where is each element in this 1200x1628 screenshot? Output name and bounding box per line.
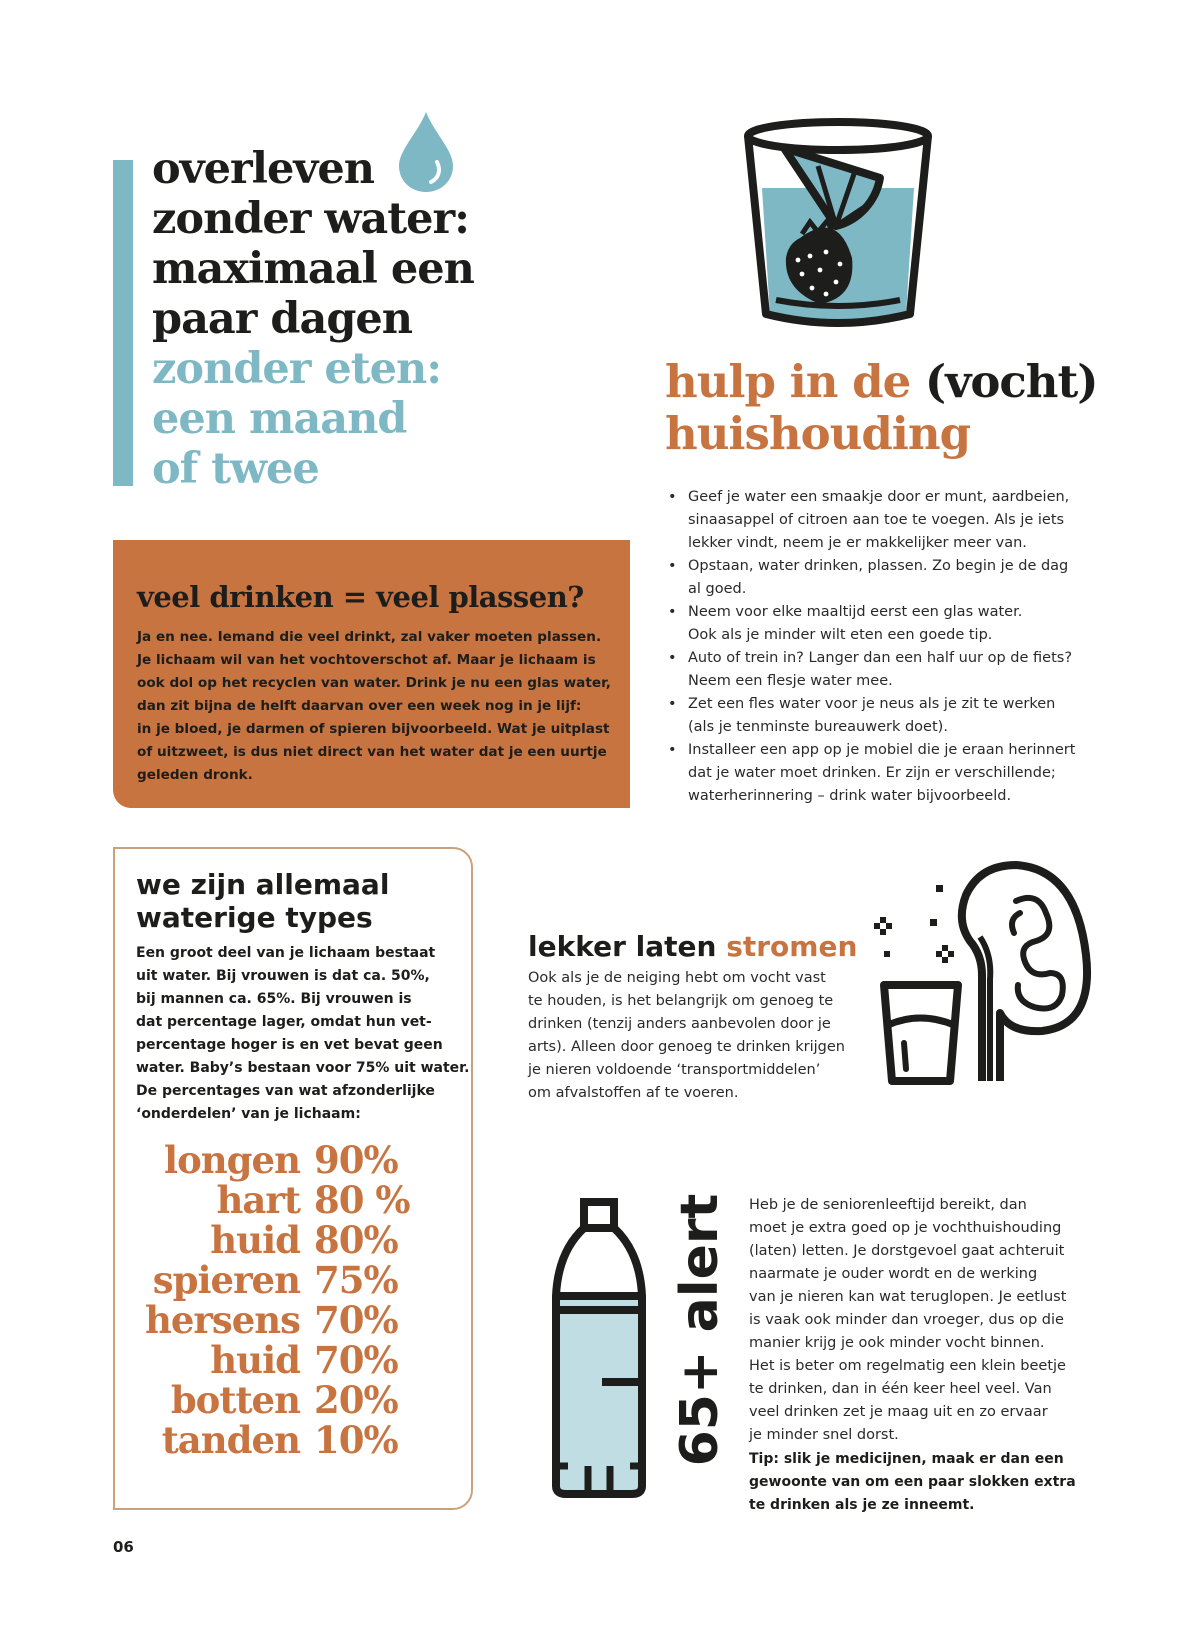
quote-line: paar dagen	[152, 294, 413, 344]
types-line: ‘onderdelen’ van je lichaam:	[136, 1106, 361, 1122]
organ-percentage: 80 %	[314, 1178, 410, 1222]
organ-percentage: 70%	[314, 1298, 398, 1342]
alert-line: (laten) letten. Je dorstgevoel gaat achteruit	[749, 1243, 1065, 1259]
organ-percentage: 70%	[314, 1338, 398, 1382]
plassen-title: veel drinken = veel plassen?	[137, 580, 584, 614]
alert-line: je minder snel dorst.	[749, 1427, 899, 1443]
organ-name: huid	[210, 1218, 300, 1262]
types-line: De percentages van wat afzonderlijke	[136, 1083, 435, 1099]
tip-line: waterherinnering – drink water bijvoorbeeld.	[688, 788, 1012, 804]
plassen-line: of uitzweet, is dus niet direct van het water dat je een uurtje	[137, 744, 607, 760]
percentage-row	[140, 1260, 410, 1300]
stromen-title-part1: lekker laten	[528, 930, 727, 963]
types-line: bij mannen ca. 65%. Bij vrouwen is	[136, 991, 412, 1007]
types-line: percentage hoger is en vet bevat geen	[136, 1037, 443, 1053]
plassen-body	[137, 626, 611, 787]
organ-name: spieren	[152, 1258, 300, 1302]
tip-line: (als je tenminste bureauwerk doet).	[688, 719, 948, 735]
plassen-line: in je bloed, je darmen of spieren bijvoorbeeld. Wat je uitplast	[137, 721, 610, 737]
alert-line: moet je extra goed op je vochthuishouding	[749, 1220, 1062, 1236]
tip-line: • Neem voor elke maaltijd eerst een glas water.	[688, 604, 1023, 620]
tip-line: dat je water moet drinken. Er zijn er verschillende;	[688, 765, 1056, 781]
tips-list	[666, 486, 1086, 808]
percentage-row	[140, 1180, 410, 1220]
alert-line: naarmate je ouder wordt en de werking	[749, 1266, 1038, 1282]
tip-line: Ook als je minder wilt eten een goede tip.	[688, 627, 993, 643]
types-body	[136, 942, 470, 1126]
alert-line: Heb je de seniorenleeftijd bereikt, dan	[749, 1197, 1027, 1213]
alert-line: manier krijg je ook minder vocht binnen.	[749, 1335, 1045, 1351]
organ-name: longen	[164, 1138, 300, 1182]
plassen-line: Je lichaam wil van het vochtoverschot af. Maar je lichaam is	[137, 652, 596, 668]
quote-line: of twee	[152, 444, 319, 494]
list-item	[666, 647, 1086, 693]
types-title	[136, 868, 389, 934]
types-line: water. Baby’s bestaan voor 75% uit water.	[136, 1060, 470, 1076]
stromen-title	[528, 930, 857, 963]
percentage-row	[140, 1220, 410, 1260]
alert-line: te drinken, dan in één keer heel veel. Van	[749, 1381, 1052, 1397]
plassen-line: Ja en nee. Iemand die veel drinkt, zal vaker moeten plassen.	[137, 629, 602, 645]
organ-percentage: 90%	[314, 1138, 398, 1182]
percentage-row	[140, 1420, 410, 1460]
water-bottle-icon	[548, 1196, 650, 1501]
tip-line: • Installeer een app op je mobiel die je eraan herinnert	[688, 742, 1076, 758]
stromen-line: je nieren voldoende ‘transportmiddelen’	[528, 1062, 821, 1078]
tip-line: Neem een flesje water mee.	[688, 673, 893, 689]
water-drop-icon	[395, 110, 457, 194]
organ-name: hart	[216, 1178, 300, 1222]
tip-line: te drinken als je ze inneemt.	[749, 1497, 975, 1513]
alert-label: 65+ alert	[670, 1193, 730, 1467]
quote-line: een maand	[152, 394, 407, 444]
alert-line: van je nieren kan wat teruglopen. Je eetlust	[749, 1289, 1067, 1305]
organ-name: tanden	[161, 1418, 300, 1462]
percentage-row	[140, 1380, 410, 1420]
tip-line: lekker vindt, neem je er makkelijker meer van.	[688, 535, 1027, 551]
hulp-title-line2: huishouding	[665, 407, 971, 460]
organ-name: huid	[210, 1338, 300, 1382]
alert-line: veel drinken zet je maag uit en zo ervaar	[749, 1404, 1048, 1420]
tip-line: gewoonte van om een paar slokken extra	[749, 1474, 1076, 1490]
list-item	[666, 693, 1086, 739]
organ-percentage: 10%	[314, 1418, 398, 1462]
plassen-line: dan zit bijna de helft daarvan over een week nog in je lijf:	[137, 698, 582, 714]
stromen-line: arts). Alleen door genoeg te drinken krijgen	[528, 1039, 845, 1055]
types-line: uit water. Bij vrouwen is dat ca. 50%,	[136, 968, 430, 984]
alert-line: is vaak ook minder dan vroeger, dus op die	[749, 1312, 1064, 1328]
tip-line: • Geef je water een smaakje door er munt, aardbeien,	[688, 489, 1070, 505]
stromen-line: Ook als je de neiging hebt om vocht vast	[528, 970, 826, 986]
list-item	[666, 601, 1086, 647]
stromen-line: te houden, is het belangrijk om genoeg te	[528, 993, 834, 1009]
plassen-line: geleden dronk.	[137, 767, 253, 783]
types-line: dat percentage lager, omdat hun vet-	[136, 1014, 432, 1030]
page-number: 06	[113, 1538, 134, 1556]
tip-line: • Auto of trein in? Langer dan een half uur op de fiets?	[688, 650, 1073, 666]
types-title-line: waterige types	[136, 901, 373, 934]
stromen-body	[528, 967, 858, 1105]
tip-line: • Opstaan, water drinken, plassen. Zo begin je de dag	[688, 558, 1069, 574]
organ-percentage: 80%	[314, 1218, 398, 1262]
alert-body	[749, 1194, 1079, 1447]
tip-line: sinaasappel of citroen aan toe te voegen. Als je iets	[688, 512, 1065, 528]
hulp-title-part1: hulp in de	[665, 355, 925, 408]
stromen-line: om afvalstoffen af te voeren.	[528, 1085, 739, 1101]
quote-accent-bar	[113, 160, 133, 486]
tip-line: • Zet een fles water voor je neus als je zit te werken	[688, 696, 1056, 712]
list-item	[666, 739, 1086, 808]
alert-tip	[749, 1448, 1079, 1517]
quote-line: zonder water:	[152, 194, 470, 244]
glass-with-fruit-icon	[740, 118, 936, 338]
organ-percentage: 75%	[314, 1258, 398, 1302]
percentage-row	[140, 1140, 410, 1180]
stromen-title-part2: stromen	[726, 930, 858, 963]
quote-line: overleven	[152, 144, 374, 194]
kidney-glass-icon	[870, 855, 1110, 1095]
percentages-table	[140, 1140, 410, 1460]
hulp-title	[665, 356, 1098, 460]
plassen-line: ook dol op het recyclen van water. Drink je nu een glas water,	[137, 675, 611, 691]
organ-name: hersens	[144, 1298, 300, 1342]
quote-line: maximaal een	[152, 244, 474, 294]
organ-name: botten	[170, 1378, 300, 1422]
organ-percentage: 20%	[314, 1378, 398, 1422]
tip-line: al goed.	[688, 581, 747, 597]
types-title-line: we zijn allemaal	[136, 868, 390, 901]
hulp-title-part2: (vocht)	[924, 355, 1098, 408]
quote-line: zonder eten:	[152, 344, 442, 394]
alert-line: Het is beter om regelmatig een klein beetje	[749, 1358, 1066, 1374]
percentage-row	[140, 1300, 410, 1340]
percentage-row	[140, 1340, 410, 1380]
list-item	[666, 486, 1086, 555]
tip-line: Tip: slik je medicijnen, maak er dan een	[749, 1451, 1064, 1467]
stromen-line: drinken (tenzij anders aanbevolen door je	[528, 1016, 831, 1032]
list-item	[666, 555, 1086, 601]
types-line: Een groot deel van je lichaam bestaat	[136, 945, 436, 961]
